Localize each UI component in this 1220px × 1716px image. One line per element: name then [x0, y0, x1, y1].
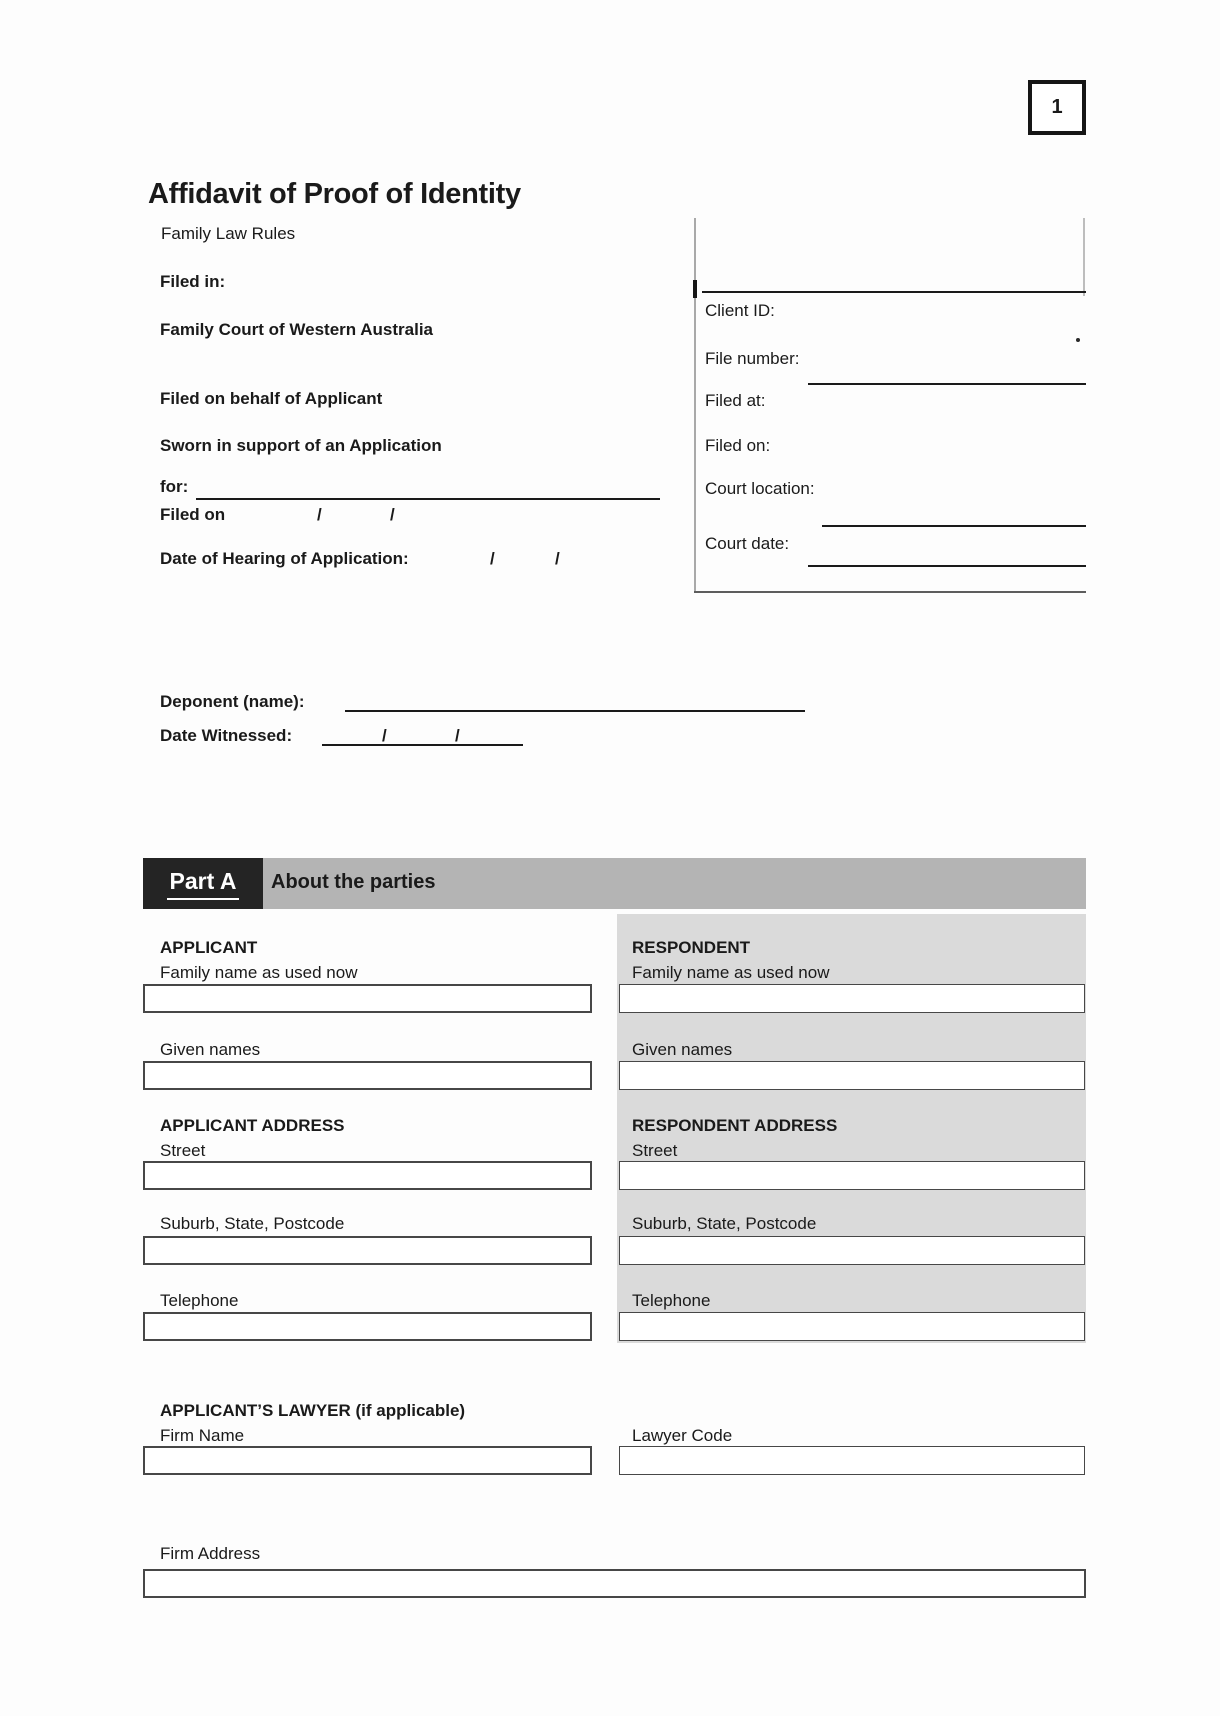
- applicant-family-name-input[interactable]: [143, 984, 592, 1013]
- court-panel-left-tick: [693, 280, 697, 298]
- panel-filed-on-label: Filed on:: [705, 436, 771, 455]
- filed-in-label: Filed in:: [160, 272, 226, 291]
- firm-address-input[interactable]: [143, 1569, 1086, 1598]
- date-witnessed-slash-2: /: [455, 726, 460, 745]
- filed-on-slash-1: /: [317, 505, 322, 524]
- applicant-heading: APPLICANT: [160, 938, 258, 957]
- respondent-family-name-label: Family name as used now: [632, 963, 830, 982]
- applicant-telephone-input[interactable]: [143, 1312, 592, 1341]
- firm-name-input[interactable]: [143, 1446, 592, 1475]
- applicant-suburb-label: Suburb, State, Postcode: [160, 1214, 345, 1233]
- respondent-suburb-input[interactable]: [619, 1236, 1085, 1265]
- hearing-slash-1: /: [490, 549, 495, 568]
- client-id-label: Client ID:: [705, 301, 775, 320]
- filed-at-label: Filed at:: [705, 391, 766, 410]
- court-date-entry-line[interactable]: [808, 565, 1086, 567]
- form-title: Affidavit of Proof of Identity: [148, 178, 521, 210]
- applicant-given-names-label: Given names: [160, 1040, 261, 1059]
- date-witnessed-entry-line[interactable]: [322, 744, 523, 746]
- date-witnessed-label: Date Witnessed:: [160, 726, 293, 745]
- applicant-street-input[interactable]: [143, 1161, 592, 1190]
- client-id-entry-line[interactable]: [702, 291, 1086, 293]
- deponent-name-entry-line[interactable]: [345, 710, 805, 712]
- page-number-box: [1028, 80, 1086, 135]
- applicant-suburb-input[interactable]: [143, 1236, 592, 1265]
- date-witnessed-slash-1: /: [382, 726, 387, 745]
- respondent-street-label: Street: [632, 1141, 678, 1160]
- court-location-entry-line[interactable]: [822, 525, 1086, 527]
- part-a-badge: [143, 858, 263, 909]
- applicant-family-name-label: Family name as used now: [160, 963, 358, 982]
- file-number-entry-line[interactable]: [808, 383, 1086, 385]
- for-label: for:: [160, 477, 189, 496]
- respondent-telephone-label: Telephone: [632, 1291, 711, 1310]
- respondent-heading: RESPONDENT: [632, 938, 751, 957]
- sworn-support-label: Sworn in support of an Application: [160, 436, 442, 455]
- file-number-label: File number:: [705, 349, 800, 368]
- page-number: 1: [1051, 96, 1063, 118]
- part-a-section-title: About the parties: [271, 871, 436, 893]
- applicant-lawyer-heading: APPLICANT’S LAWYER (if applicable): [160, 1401, 466, 1420]
- firm-name-label: Firm Name: [160, 1426, 245, 1445]
- form-subtitle: Family Law Rules: [161, 224, 296, 243]
- respondent-telephone-input[interactable]: [619, 1312, 1085, 1341]
- respondent-address-heading: RESPONDENT ADDRESS: [632, 1116, 838, 1135]
- firm-address-label: Firm Address: [160, 1544, 261, 1563]
- respondent-given-names-label: Given names: [632, 1040, 733, 1059]
- applicant-address-heading: APPLICANT ADDRESS: [160, 1116, 345, 1135]
- lawyer-code-input[interactable]: [619, 1446, 1085, 1475]
- court-panel-bottom-border: [694, 591, 1086, 593]
- court-name: Family Court of Western Australia: [160, 320, 433, 339]
- respondent-given-names-input[interactable]: [619, 1061, 1085, 1090]
- applicant-street-label: Street: [160, 1141, 206, 1160]
- scan-artifact-dot: [1076, 338, 1080, 342]
- court-date-label: Court date:: [705, 534, 790, 553]
- court-location-label: Court location:: [705, 479, 815, 498]
- court-panel-right-border: [1083, 218, 1085, 296]
- respondent-suburb-label: Suburb, State, Postcode: [632, 1214, 817, 1233]
- for-entry-line[interactable]: [196, 498, 660, 500]
- applicant-telephone-label: Telephone: [160, 1291, 239, 1310]
- part-a-badge-label: Part A: [167, 868, 240, 900]
- respondent-family-name-input[interactable]: [619, 984, 1085, 1013]
- hearing-slash-2: /: [555, 549, 560, 568]
- hearing-date-label: Date of Hearing of Application:: [160, 549, 409, 568]
- applicant-given-names-input[interactable]: [143, 1061, 592, 1090]
- respondent-street-input[interactable]: [619, 1161, 1085, 1190]
- filed-on-behalf-label: Filed on behalf of Applicant: [160, 389, 383, 408]
- deponent-name-label: Deponent (name):: [160, 692, 305, 711]
- lawyer-code-label: Lawyer Code: [632, 1426, 733, 1445]
- filed-on-date-label: Filed on: [160, 505, 226, 524]
- court-panel-left-border: [694, 218, 696, 592]
- filed-on-slash-2: /: [390, 505, 395, 524]
